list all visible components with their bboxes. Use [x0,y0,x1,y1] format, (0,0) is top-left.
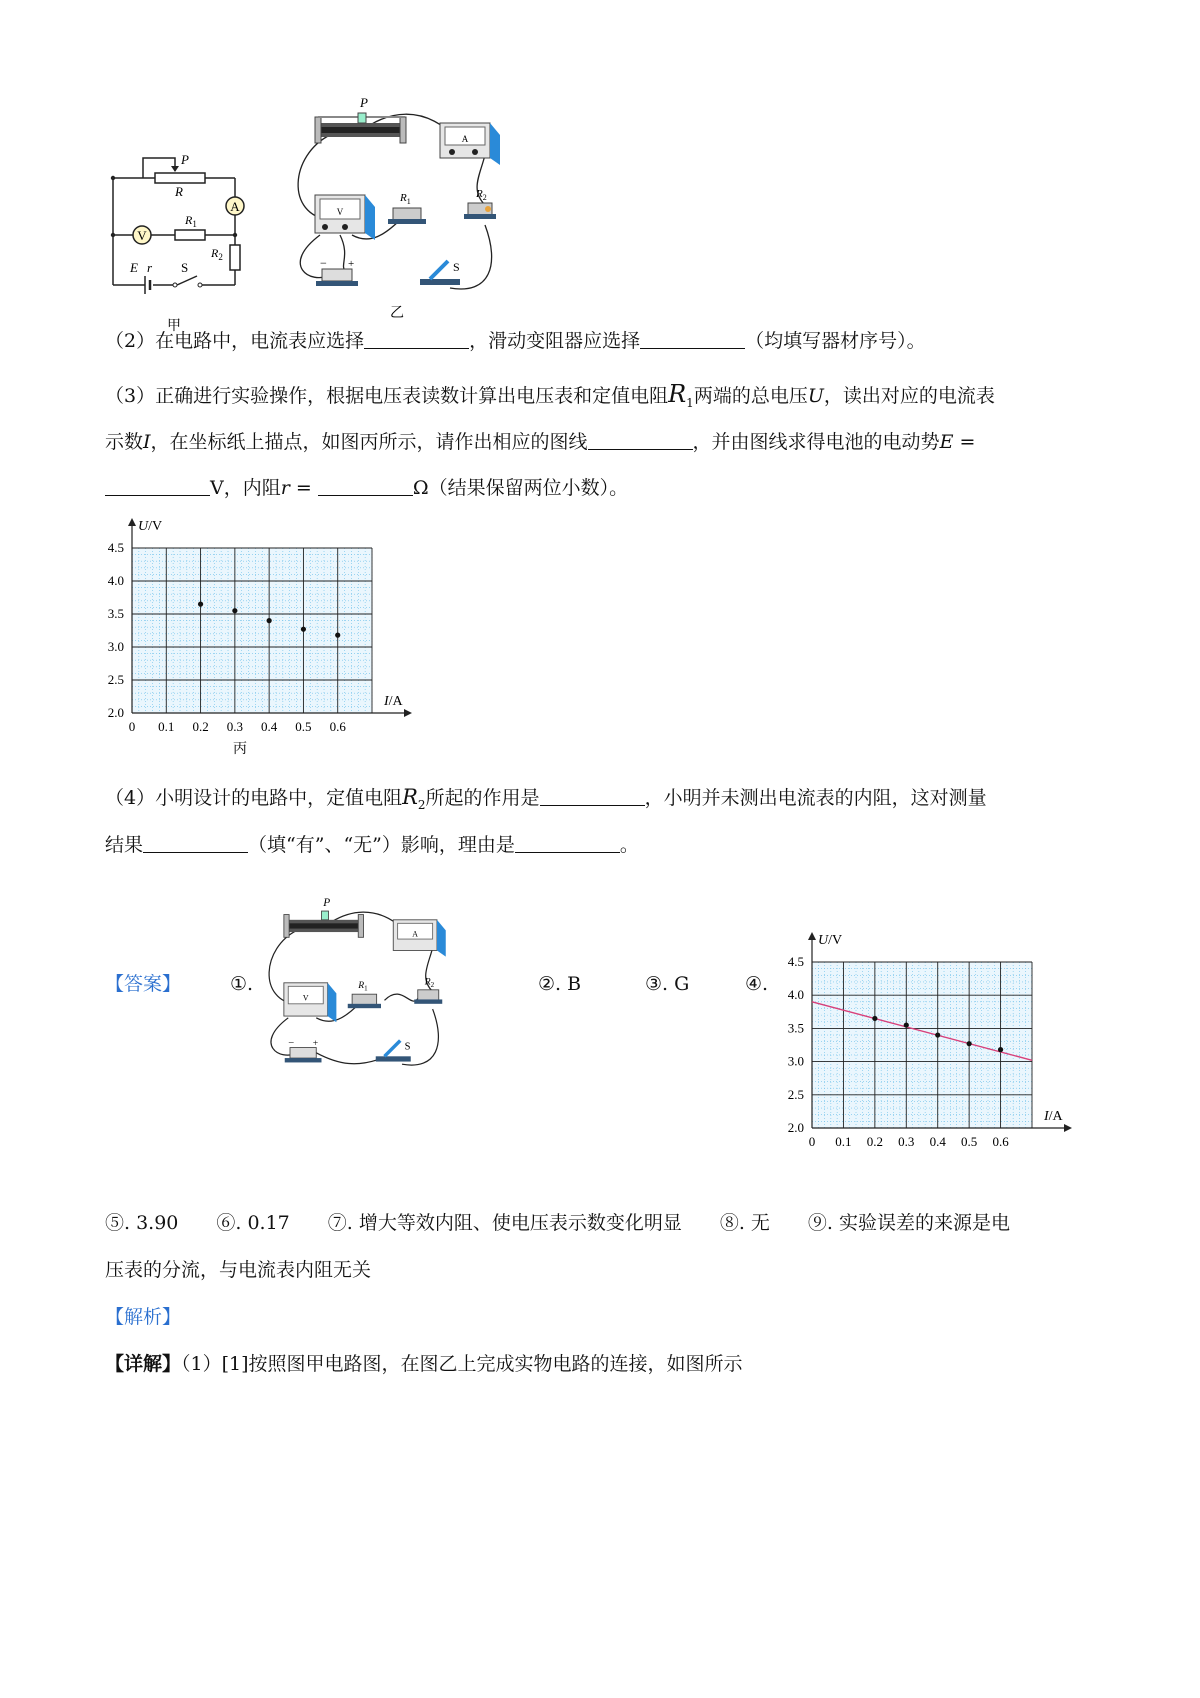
detail-label: 【详解】 [105,1353,182,1375]
answer-line-3: 压表的分流，与电流表内阻无关 [105,1259,372,1281]
answer-switch-label: S [404,1041,411,1053]
y-axis-label: U/V [818,933,843,948]
emf-label: E [130,260,138,275]
x-tick-label: 0.5 [295,719,312,734]
r1-label: $R_1$ [185,213,197,229]
blank-r2-role[interactable] [540,785,645,806]
data-point [904,1022,909,1027]
answer-r1-label: $R_1$ [358,980,368,993]
y-tick-label: 4.0 [107,573,124,588]
y-tick-label: 2.0 [787,1120,804,1135]
battery-minus-label: − [320,256,327,270]
x-axis-arrow [404,709,412,717]
data-point [267,618,272,623]
chart-bing-caption: 丙 [233,742,247,757]
answer-ammeter-label: A [412,929,418,939]
answer-1-label: ①. [230,973,254,995]
r2-label: $R_2$ [211,246,223,262]
voltmeter-device [315,195,375,240]
y-tick-label: 3.0 [787,1053,804,1069]
y-axis-arrow [128,518,136,526]
figure-jia-schematic [105,150,265,340]
x-tick-label: 0.1 [835,1134,852,1149]
answer-r2-label: $R_2$ [424,976,435,990]
voltmeter-label: V [137,228,147,243]
x-axis-arrow [1064,1124,1072,1132]
x-tick-label: 0.3 [226,719,243,734]
y-axis-arrow [808,932,816,940]
data-point [967,1041,972,1046]
battery-device [316,269,358,286]
answer-4-label: ④. [745,973,769,995]
x-tick-label: 0 [128,719,136,734]
figure-yi-caption: 乙 [390,306,404,321]
answer-plus-label: + [312,1037,319,1049]
answer-label: 【答案】 [105,973,182,995]
data-point [301,627,306,632]
data-point [935,1032,940,1037]
voltmeter-device-label: V [336,207,344,217]
data-point [998,1047,1003,1052]
figure-jia-caption: 甲 [167,319,181,334]
y-tick-label: 2.5 [787,1086,804,1102]
data-point [232,608,237,613]
x-tick-label: 0 [808,1134,816,1149]
question-3-line-2: 示数I，在坐标纸上描点，如图丙所示，请作出相应的图线 ，并由图线求得电池的电动势E = [105,431,976,453]
x-tick-label: 0.2 [192,719,209,734]
figure-yi-apparatus [290,95,530,340]
x-tick-label: 0.4 [929,1134,946,1149]
answer-2: ②. B [538,973,582,995]
blank-effect[interactable] [143,832,248,853]
answer-minus-label: − [288,1037,295,1049]
question-3-line-1: （3）正确进行实验操作，根据电压表读数计算出电压表和定值电阻$R_1$两端的总电压U，读出对应的电流表 [105,380,995,410]
r2-device [464,203,496,219]
internal-r-label: r [147,260,153,275]
x-axis-label: I/A [1044,1109,1063,1124]
battery-plus-label: + [348,258,355,270]
yi-r2-label: $R_2$ [476,188,487,202]
blank-draw-line[interactable] [588,429,693,450]
analysis-detail [105,1350,743,1378]
plot-area [812,962,1032,1128]
yi-r1-label: $R_1$ [400,192,411,206]
ammeter-device-label: A [461,134,469,144]
x-tick-label: 0.6 [329,719,346,734]
x-tick-label: 0.1 [158,719,175,734]
answer-p-label: P [323,896,331,909]
x-axis-label: I/A [384,694,403,709]
blank-internal-resistance[interactable] [318,475,413,496]
answer-voltmeter-label: V [302,993,309,1003]
x-tick-label: 0.5 [961,1134,978,1149]
y-tick-label: 4.5 [107,540,124,555]
x-tick-label: 0.6 [992,1134,1009,1149]
data-point [335,633,340,638]
y-tick-label: 3.5 [787,1020,804,1036]
question-4-line-2: 结果 （填“有”、“无”）影响，理由是 。 [105,834,639,856]
detail-text: （1）[1]按照图甲电路图，在图乙上完成实物电路的连接，如图所示 [181,1353,743,1375]
blank-emf-value[interactable] [105,475,210,496]
switch-label: S [181,260,189,275]
data-point [872,1016,877,1021]
blank-reason[interactable] [515,832,620,853]
y-axis-label: U/V [138,519,163,534]
y-tick-label: 2.0 [107,705,124,720]
slider-p-label: P [181,152,189,167]
rheostat-device [315,113,406,143]
question-2: （2）在电路中，电流表应选择 ，滑动变阻器应选择 （均填写器材序号）。 [105,330,926,352]
r1-device [388,208,426,224]
x-tick-label: 0.2 [866,1134,883,1149]
yi-switch-label: S [453,260,460,274]
answer-line-2: ⑤. 3.90 ⑥. 0.17 ⑦. 增大等效内阻、使电压表示数变化明显 ⑧. 无 ⑨. 实验误差的来源是电 [105,1212,1011,1234]
ammeter-device [440,123,500,165]
plot-area [132,548,372,713]
y-tick-label: 4.5 [787,954,804,969]
answer-3: ③. G [645,973,690,995]
yi-p-label: P [360,95,368,110]
x-tick-label: 0.3 [898,1134,915,1149]
chart-answer-fit [780,933,1100,1175]
data-point [198,602,203,607]
x-tick-label: 0.4 [261,719,278,734]
blank-ammeter-choice[interactable] [364,328,469,349]
y-tick-label: 3.0 [107,639,124,654]
y-tick-label: 4.0 [787,987,804,1003]
question-3-line-3: V，内阻r = Ω（结果保留两位小数）。 [105,474,628,502]
answer-apparatus-figure [262,895,472,1075]
ammeter-label: A [230,199,240,214]
chart-bing [100,508,430,758]
analysis-label: 【解析】 [105,1306,182,1328]
rheostat-label: R [175,184,183,199]
question-4-line-1: （4）小明设计的电路中，定值电阻$R_2$所起的作用是 ，小明并未测出电流表的内阻，这对测量 [105,785,987,812]
y-tick-label: 2.5 [107,672,124,687]
blank-rheostat-choice[interactable] [640,328,745,349]
y-tick-label: 3.5 [107,606,124,621]
